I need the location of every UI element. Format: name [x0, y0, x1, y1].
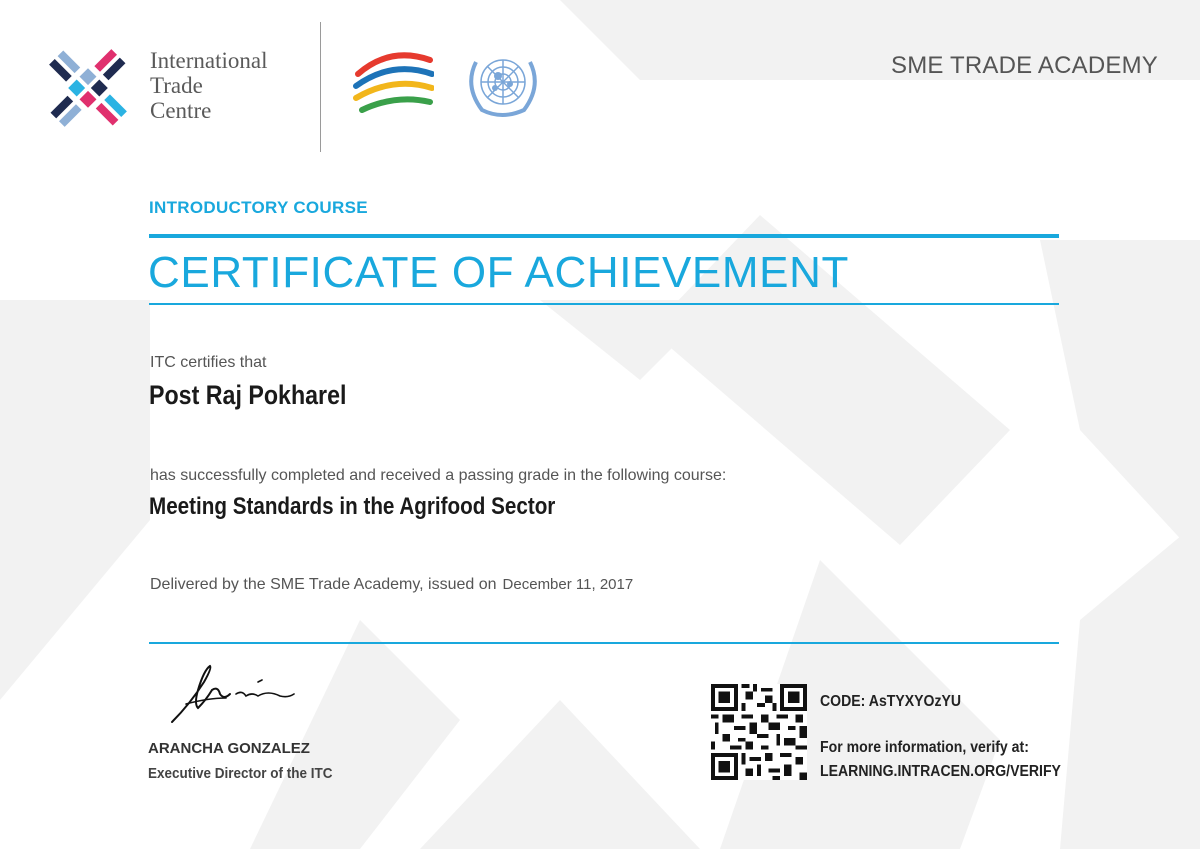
issue-date: December 11, 2017 [502, 576, 634, 593]
academy-title: SME TRADE ACADEMY [890, 52, 1158, 79]
itc-wordmark-line: Trade [150, 73, 203, 98]
course-type-label: INTRODUCTORY COURSE [149, 198, 368, 217]
completion-text: has successfully completed and received a passing grade in the following course: [150, 467, 727, 484]
title-rule-top [149, 234, 1059, 238]
un-emblem-icon [462, 46, 544, 120]
verify-url: LEARNING.INTRACEN.ORG/VERIFY [820, 763, 1061, 780]
itc-cross-logo-icon [38, 38, 138, 138]
verification-code [820, 693, 961, 711]
signer-name: ARANCHA GONZALEZ [148, 740, 310, 757]
delivered-text [150, 576, 633, 594]
certificate-title: CERTIFICATE OF ACHIEVEMENT [148, 248, 849, 297]
itc-wordmark [150, 48, 268, 123]
signer-role: Executive Director of the ITC [148, 765, 333, 782]
header-divider [320, 22, 321, 152]
verify-text: For more information, verify at: [820, 739, 1029, 756]
qr-code-icon [710, 684, 808, 780]
course-name: Meeting Standards in the Agrifood Sector [149, 493, 556, 520]
wto-logo-icon [352, 46, 434, 124]
recipient-name: Post Raj Pokharel [149, 380, 347, 410]
signature-image [168, 660, 298, 728]
itc-wordmark-line: International [150, 48, 268, 73]
title-rule-bottom [149, 303, 1059, 305]
footer-rule [149, 642, 1059, 644]
delivered-label: Delivered by the SME Trade Academy, issued on [150, 576, 497, 593]
itc-wordmark-line: Centre [150, 98, 212, 123]
certifies-text: ITC certifies that [150, 354, 267, 371]
code-label: CODE: [820, 693, 866, 710]
code-value: AsTYXYOzYU [868, 693, 962, 710]
